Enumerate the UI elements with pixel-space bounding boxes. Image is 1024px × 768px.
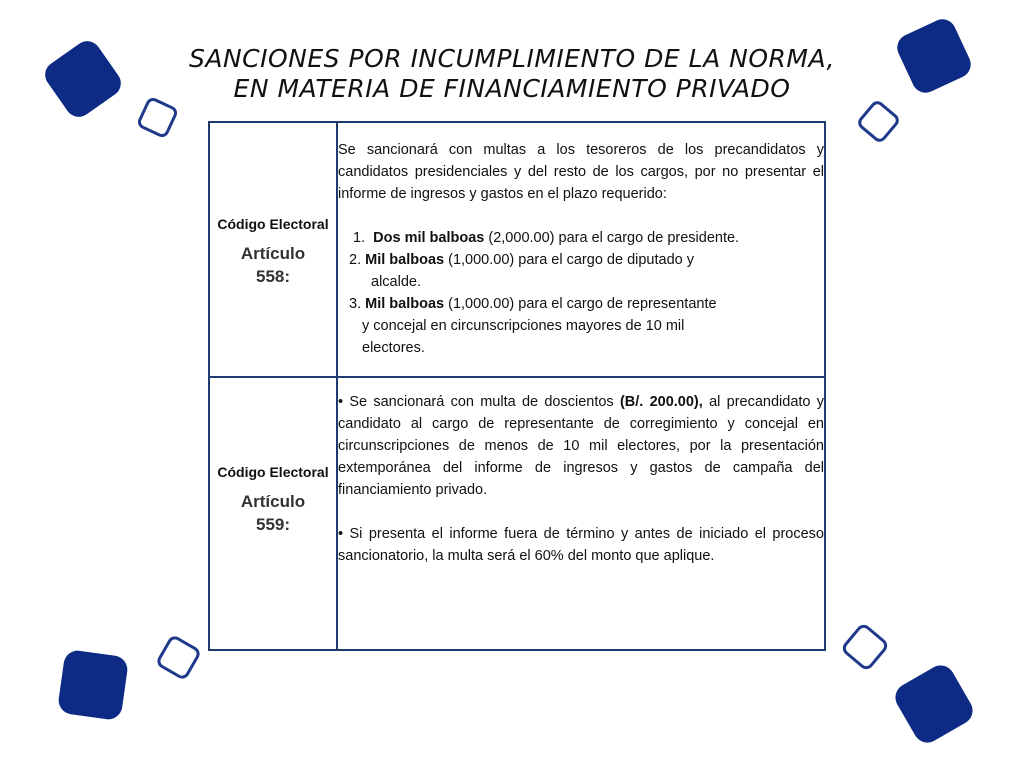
- article-cell: [209, 377, 337, 650]
- fines-list: [338, 227, 824, 359]
- decorative-square-outline: [840, 622, 891, 673]
- title-line-2: EN MATERIA DE FINANCIAMIENTO PRIVADO: [233, 74, 791, 103]
- article-number: 558:: [255, 266, 291, 286]
- decorative-square-outline: [155, 634, 203, 682]
- sanctions-table: [208, 121, 826, 651]
- article-number: 559:: [255, 515, 291, 534]
- table-row: [209, 122, 825, 377]
- article-label: [210, 490, 336, 536]
- article-word: Artículo: [240, 243, 306, 263]
- description-cell: [337, 377, 825, 650]
- title-line-1: SANCIONES POR INCUMPLIMIENTO DE LA NORMA,: [189, 44, 835, 73]
- list-item: 3. Mil balboas (1,000.00) para el cargo de representante y concejal en circunscripciones mayores de 10 mil electores.: [349, 296, 717, 356]
- article-word: Artículo: [240, 492, 306, 511]
- intro-paragraph: Se sancionará con multas a los tesoreros de los precandidatos y candidatos presidenciales y del resto de los cargos, por no presentar el informe de ingresos y gastos en el plazo requerido:: [338, 142, 824, 202]
- decorative-square-filled: [890, 660, 977, 747]
- article-cell: [209, 122, 337, 377]
- code-label: Código Electoral: [217, 464, 329, 480]
- description-cell: [337, 122, 825, 377]
- page-title: [0, 44, 1024, 104]
- table-row: [209, 377, 825, 650]
- article-label: [210, 242, 336, 288]
- code-label: Código Electoral: [217, 215, 329, 232]
- list-item: 1. Dos mil balboas (2,000.00) para el cargo de presidente.: [353, 230, 740, 246]
- list-item: 2. Mil balboas (1,000.00) para el cargo de diputado y alcalde.: [349, 252, 694, 290]
- bullet-paragraph-2: • Si presenta el informe fuera de término y antes de iniciado el proceso sancionatorio, la multa será el 60% del monto que aplique.: [338, 526, 824, 564]
- decorative-square-outline: [855, 98, 901, 144]
- bullet-paragraph-1: • Se sancionará con multa de doscientos (B/. 200.00), al precandidato y candidato al cargo de representante de corregimiento y concejal en circunscripciones de menos de 10 mil electores, por la presentación extemporánea del informe de ingresos y gastos de campaña del financiamiento privado.: [338, 394, 824, 498]
- decorative-square-filled: [57, 649, 129, 721]
